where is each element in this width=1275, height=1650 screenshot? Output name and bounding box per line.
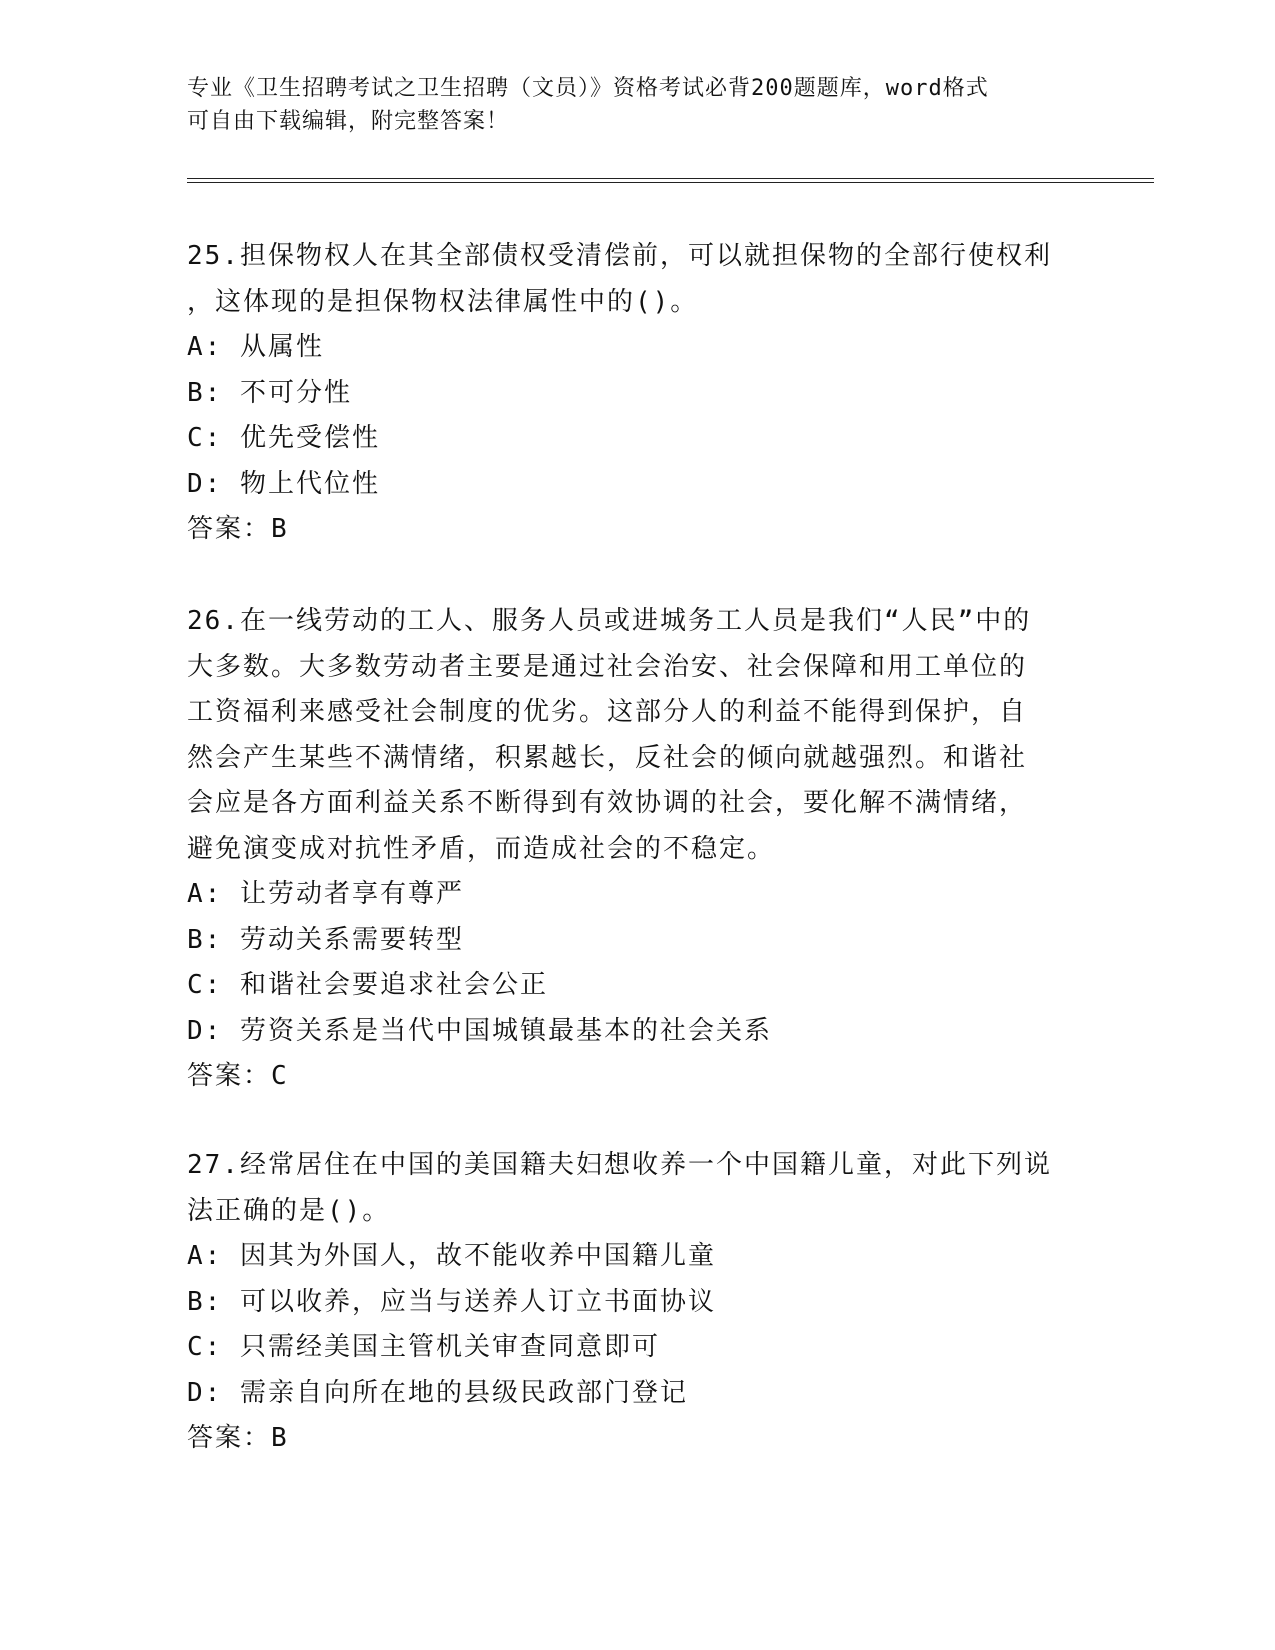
option-b: B: 不可分性	[187, 377, 352, 408]
document-header	[187, 72, 1087, 138]
option-a: A: 因其为外国人，故不能收养中国籍儿童	[187, 1241, 716, 1271]
answer-line	[187, 1054, 1087, 1100]
option-d: D: 物上代位性	[187, 468, 380, 499]
option-c: C: 和谐社会要追求社会公正	[187, 970, 548, 1000]
stem-line: 26.在一线劳动的工人、服务人员或进城务工人员是我们“人民”中的	[187, 606, 1032, 636]
option-text: 让劳动者享有尊严	[239, 879, 464, 909]
option-letter: D	[187, 1377, 205, 1408]
question-stem	[187, 599, 1087, 872]
answer-label: 答案：	[187, 1061, 272, 1091]
option-letter: B	[187, 377, 205, 408]
option-text: 不可分性	[239, 377, 352, 408]
stem-line: 大多数。大多数劳动者主要是通过社会治安、社会保障和用工单位的	[187, 651, 1028, 682]
option-letter: C	[187, 970, 205, 1000]
answer-value: B	[271, 1423, 289, 1453]
option-letter: D	[187, 468, 205, 499]
option-text: 物上代位性	[239, 468, 380, 499]
stem-line: ，这体现的是担保物权法律属性中的()。	[187, 286, 699, 317]
option-b: B: 可以收养，应当与送养人订立书面协议	[187, 1286, 716, 1317]
option-letter: A	[187, 1241, 205, 1271]
question-stem	[187, 234, 1087, 325]
option-text: 只需经美国主管机关审查同意即可	[239, 1332, 660, 1362]
option-a: A: 从属性	[187, 332, 324, 362]
option-c: C: 只需经美国主管机关审查同意即可	[187, 1332, 660, 1362]
option-text: 和谐社会要追求社会公正	[239, 970, 548, 1000]
question-25	[187, 234, 1087, 553]
question-27	[187, 1143, 1087, 1462]
option-letter: C	[187, 423, 205, 453]
stem-line: 27.经常居住在中国的美国籍夫妇想收养一个中国籍儿童，对此下列说	[187, 1150, 1052, 1180]
option-letter: B	[187, 924, 205, 955]
question-stem	[187, 1143, 1087, 1234]
option-text: 需亲自向所在地的县级民政部门登记	[239, 1377, 688, 1408]
question-26	[187, 599, 1087, 1100]
stem-line: 避免演变成对抗性矛盾，而造成社会的不稳定。	[187, 833, 776, 864]
option-letter: D	[187, 1015, 205, 1046]
option-letter: C	[187, 1332, 205, 1362]
option-a: A: 让劳动者享有尊严	[187, 879, 464, 909]
answer-line	[187, 1416, 1087, 1462]
option-letter: B	[187, 1286, 205, 1317]
option-text: 优先受偿性	[239, 423, 380, 453]
answer-value: B	[271, 514, 289, 544]
option-d: D: 需亲自向所在地的县级民政部门登记	[187, 1377, 688, 1408]
stem-line: 会应是各方面利益关系不断得到有效协调的社会，要化解不满情绪，	[187, 788, 1028, 818]
answer-label: 答案：	[187, 514, 272, 544]
header-line-1: 专业《卫生招聘考试之卫生招聘（文员）》资格考试必背200题题库，word格式	[187, 76, 989, 101]
option-text: 从属性	[239, 332, 324, 362]
option-text: 因其为外国人，故不能收养中国籍儿童	[239, 1241, 716, 1271]
stem-line: 工资福利来感受社会制度的优劣。这部分人的利益不能得到保护，自	[187, 697, 1028, 727]
answer-value: C	[271, 1061, 289, 1091]
option-b: B: 劳动关系需要转型	[187, 924, 464, 955]
answer-label: 答案：	[187, 1423, 272, 1453]
option-text: 劳资关系是当代中国城镇最基本的社会关系	[239, 1015, 772, 1046]
option-letter: A	[187, 879, 205, 909]
stem-line: 25.担保物权人在其全部债权受清偿前，可以就担保物的全部行使权利	[187, 241, 1052, 271]
option-letter: A	[187, 332, 205, 362]
header-divider	[187, 178, 1154, 183]
answer-line	[187, 507, 1087, 553]
stem-line: 法正确的是()。	[187, 1195, 391, 1226]
option-text: 劳动关系需要转型	[239, 924, 464, 955]
option-c: C: 优先受偿性	[187, 423, 380, 453]
header-line-2: 可自由下载编辑，附完整答案！	[187, 109, 510, 134]
option-text: 可以收养，应当与送养人订立书面协议	[239, 1286, 716, 1317]
stem-line: 然会产生某些不满情绪，积累越长，反社会的倾向就越强烈。和谐社	[187, 742, 1028, 773]
option-d: D: 劳资关系是当代中国城镇最基本的社会关系	[187, 1015, 772, 1046]
